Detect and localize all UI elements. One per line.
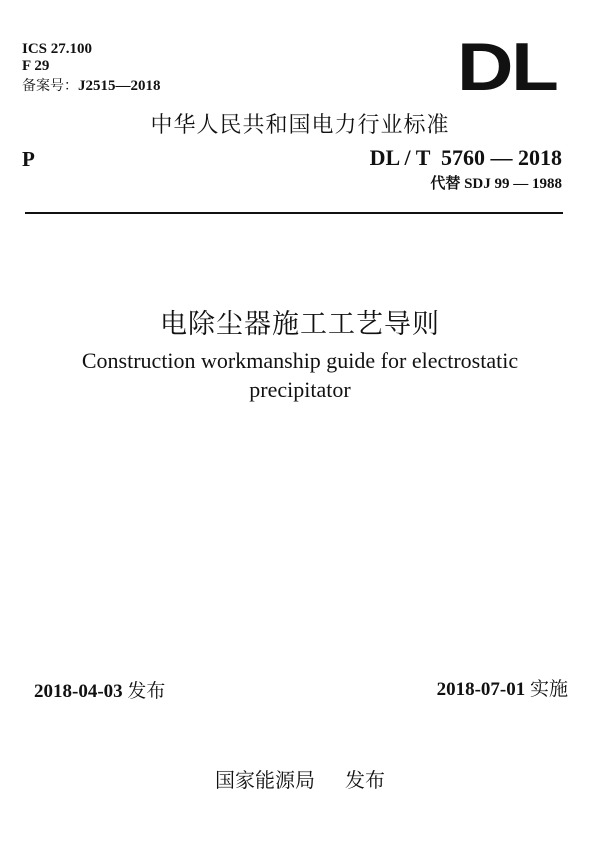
effective-label: 实施: [529, 678, 568, 700]
standard-category: 中华人民共和国电力行业标准: [150, 113, 450, 138]
replaces-standard: 代替 SDJ 99 — 1988: [430, 176, 562, 192]
issue-label: 发布: [127, 680, 166, 702]
effective-date-line: [437, 674, 568, 701]
title-chinese: 电除尘器施工工艺导则: [160, 309, 440, 340]
record-value: J2515—2018: [78, 78, 161, 94]
issuer-line: [0, 764, 600, 793]
title-english-line1: Construction workmanship guide for electrostatic: [81, 348, 519, 373]
issuer: 国家能源局: [215, 768, 315, 792]
title-english-line2: precipitator: [249, 377, 351, 402]
dl-logo: DL: [457, 29, 557, 105]
ccs-code: F 29: [22, 58, 50, 74]
ics-code: ICS 27.100: [22, 41, 93, 57]
header-divider: [25, 212, 563, 214]
record-number: [22, 75, 161, 95]
record-label: 备案号：: [22, 78, 78, 94]
classification: P: [22, 147, 35, 171]
standard-number: DL / T 5760 — 2018: [369, 145, 562, 170]
issue-date: 2018-04-03: [34, 681, 123, 702]
issuer-label: 发布: [345, 768, 385, 792]
issue-date-line: [34, 676, 165, 703]
effective-date: 2018-07-01: [436, 679, 526, 700]
